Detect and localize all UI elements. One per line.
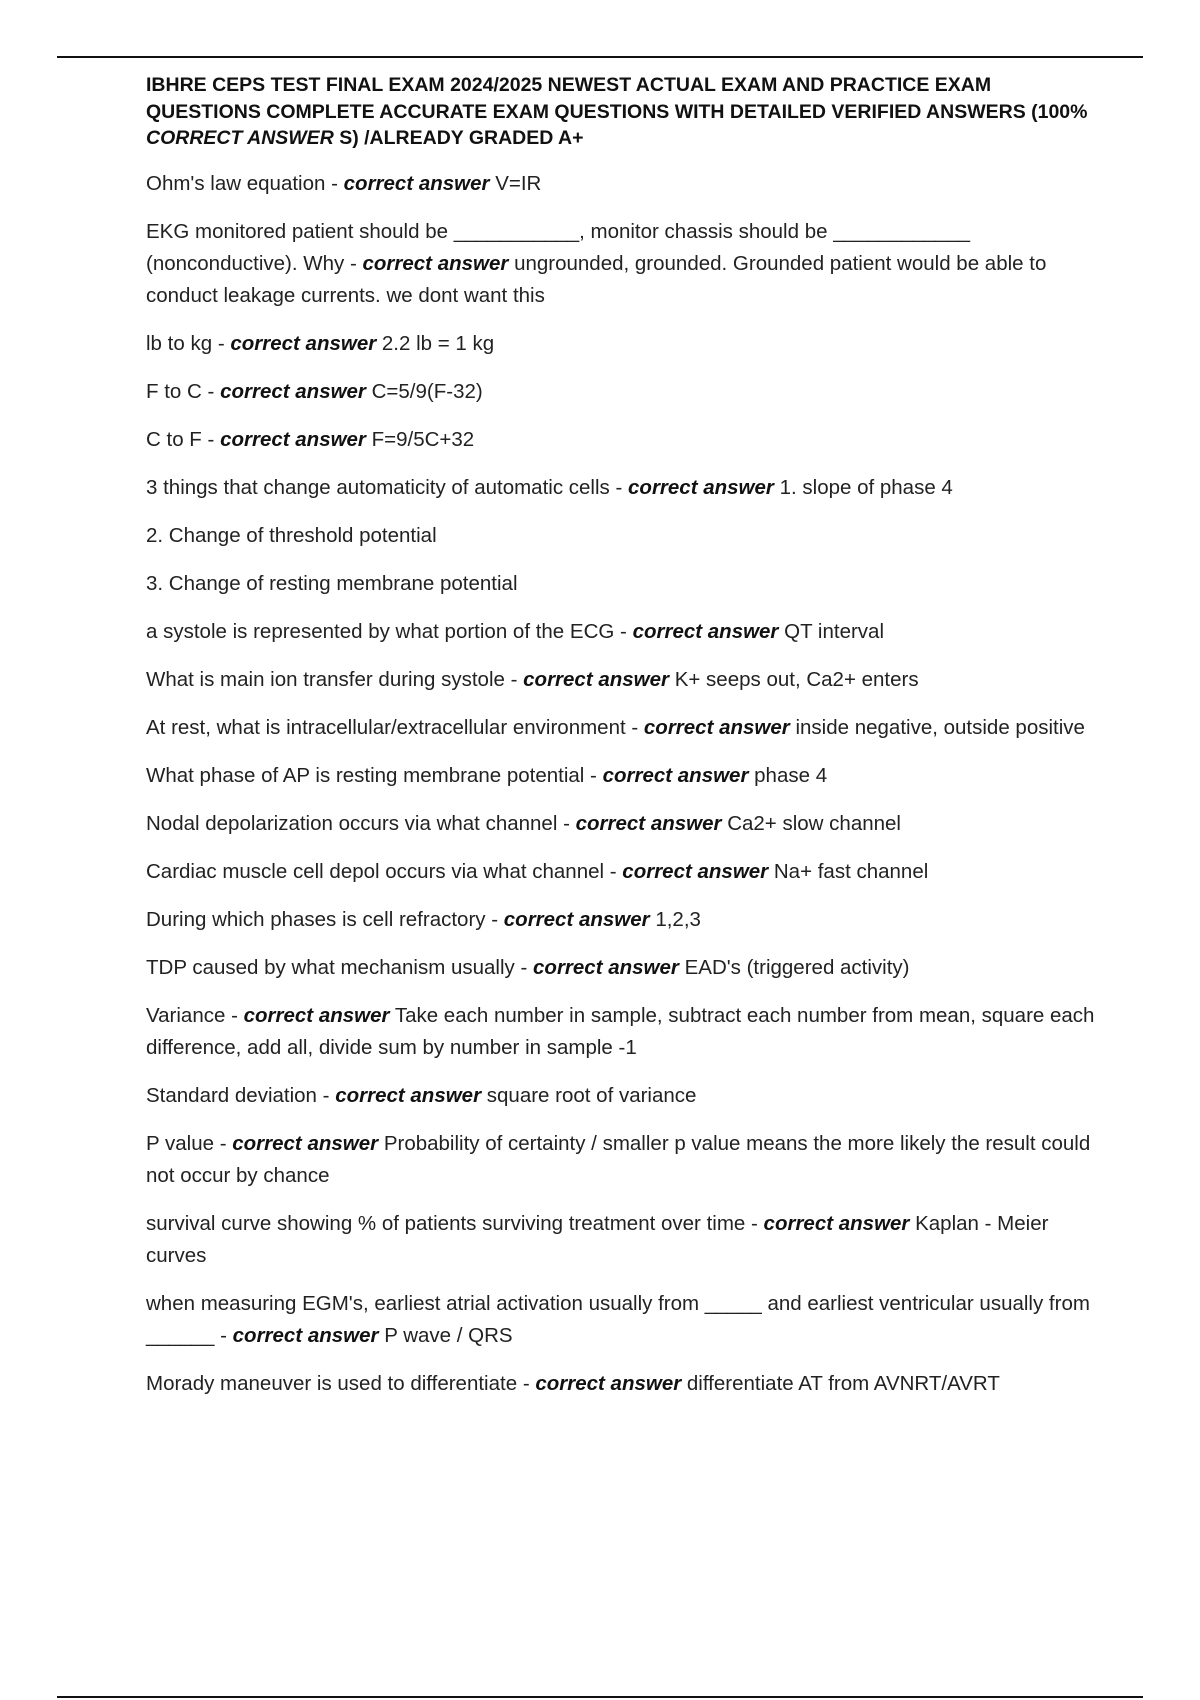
question-text: 2. Change of threshold potential [146, 523, 437, 547]
question-text: TDP caused by what mechanism usually [146, 955, 515, 979]
correct-answer-label: correct answer [232, 1323, 379, 1347]
separator: - [510, 667, 518, 691]
question-text: Nodal depolarization occurs via what channel [146, 811, 558, 835]
correct-answer-label: correct answer [628, 475, 774, 499]
correct-answer-label: correct answer [343, 171, 490, 195]
separator: - [520, 955, 528, 979]
separator: - [219, 1131, 227, 1155]
correct-answer-label: correct answer [523, 667, 669, 691]
separator: - [231, 1003, 238, 1027]
question-text: Ohm's law equation [146, 171, 326, 195]
answer-text: inside negative, outside positive [795, 715, 1085, 739]
qa-item [146, 216, 1096, 312]
answer-text: square root of variance [486, 1083, 697, 1107]
separator: - [322, 1083, 330, 1107]
bottom-rule [57, 1696, 1143, 1698]
qa-item [146, 1288, 1096, 1352]
qa-item [146, 1208, 1096, 1272]
answer-text: 1,2,3 [655, 907, 701, 931]
separator: - [620, 619, 627, 643]
question-text: At rest, what is intracellular/extracellular environment [146, 715, 626, 739]
separator: - [631, 715, 639, 739]
answer-text: Kaplan - Meier curves [146, 1211, 1049, 1267]
qa-item [146, 376, 1096, 408]
separator: - [217, 331, 225, 355]
answer-text: phase 4 [754, 763, 828, 787]
question-text: P value [146, 1131, 215, 1155]
qa-item [146, 568, 1096, 600]
correct-answer-label: correct answer [602, 763, 749, 787]
question-text: Morady maneuver is used to differentiate [146, 1371, 518, 1395]
separator: - [207, 427, 215, 451]
qa-item [146, 328, 1096, 360]
question-text: survival curve showing % of patients surviving treatment over time [146, 1211, 746, 1235]
question-text: Variance [146, 1003, 226, 1027]
separator: - [331, 171, 338, 195]
qa-item [146, 1000, 1096, 1064]
qa-item [146, 808, 1096, 840]
answer-text: differentiate AT from AVNRT/AVRT [686, 1371, 1000, 1395]
qa-item [146, 472, 1096, 504]
question-text: 3. Change of resting membrane potential [146, 571, 518, 595]
separator: - [491, 907, 499, 931]
answer-text: V=IR [495, 171, 542, 195]
qa-item [146, 424, 1096, 456]
qa-list [146, 168, 1096, 1400]
qa-item [146, 168, 1096, 200]
question-text: Standard deviation [146, 1083, 317, 1107]
qa-item [146, 712, 1096, 744]
separator: - [207, 379, 215, 403]
top-rule [57, 56, 1143, 58]
answer-text: K+ seeps out, Ca2+ enters [674, 667, 919, 691]
qa-item [146, 664, 1096, 696]
question-text: lb to kg [146, 331, 213, 355]
answer-text: F=9/5C+32 [371, 427, 475, 451]
separator: - [615, 475, 623, 499]
question-text: What phase of AP is resting membrane potential [146, 763, 585, 787]
qa-item [146, 760, 1096, 792]
qa-item [146, 520, 1096, 552]
answer-text: 1. slope of phase 4 [779, 475, 953, 499]
qa-item [146, 904, 1096, 936]
separator: - [609, 859, 617, 883]
correct-answer-label: correct answer [503, 907, 650, 931]
title-emphasis: CORRECT ANSWER [146, 127, 334, 149]
qa-item [146, 952, 1096, 984]
correct-answer-label: correct answer [622, 859, 769, 883]
separator: - [590, 763, 597, 787]
answer-text: Probability of certainty / smaller p value means the more likely the result could not occur by chance [146, 1131, 1091, 1187]
correct-answer-label: correct answer [535, 1371, 682, 1395]
question-text: a systole is represented by what portion of the ECG [146, 619, 615, 643]
separator: - [349, 251, 357, 275]
answer-text: C=5/9(F-32) [371, 379, 483, 403]
answer-text: Take each number in sample, subtract each number from mean, square each difference, add all, divide sum by number in sample -1 [146, 1003, 1095, 1059]
separator: - [220, 1323, 227, 1347]
qa-item [146, 1080, 1096, 1112]
question-text: During which phases is cell refractory [146, 907, 486, 931]
answer-text: ungrounded, grounded. Grounded patient would be able to conduct leakage currents. we dont want this [146, 251, 1047, 307]
question-text: EKG monitored patient should be ___________, monitor chassis should be ____________ (nonconductive). Why [146, 219, 971, 275]
qa-item [146, 1368, 1096, 1400]
answer-text: Ca2+ slow channel [727, 811, 901, 835]
answer-text: Na+ fast channel [773, 859, 929, 883]
question-text: What is main ion transfer during systole [146, 667, 505, 691]
correct-answer-label: correct answer [632, 619, 779, 643]
question-text: when measuring EGM's, earliest atrial activation usually from _____ and earliest ventricular usually from ______ [146, 1291, 1090, 1347]
correct-answer-label: correct answer [335, 1083, 482, 1107]
answer-text: P wave / QRS [384, 1323, 513, 1347]
correct-answer-label: correct answer [763, 1211, 910, 1235]
question-text: C to F [146, 427, 202, 451]
correct-answer-label: correct answer [232, 1131, 379, 1155]
document-body [146, 72, 1096, 1416]
qa-item [146, 616, 1096, 648]
answer-text: 2.2 lb = 1 kg [381, 331, 495, 355]
correct-answer-label: correct answer [362, 251, 509, 275]
question-text: Cardiac muscle cell depol occurs via what channel [146, 859, 605, 883]
question-text: 3 things that change automaticity of automatic cells [146, 475, 610, 499]
correct-answer-label: correct answer [533, 955, 679, 979]
correct-answer-label: correct answer [243, 1003, 390, 1027]
correct-answer-label: correct answer [230, 331, 377, 355]
qa-item [146, 856, 1096, 888]
answer-text: QT interval [784, 619, 885, 643]
correct-answer-label: correct answer [643, 715, 790, 739]
document-title: IBHRE CEPS TEST FINAL EXAM 2024/2025 NEWEST ACTUAL EXAM AND PRACTICE EXAM QUESTIONS COMPLETE ACCURATE EXAM QUESTIONS WITH DETAILED VERIFIED ANSWERS (100% CORRECT ANSWER S) /ALREADY GRADED A+ [146, 74, 1088, 149]
answer-text: EAD's (triggered activity) [684, 955, 910, 979]
separator: - [522, 1371, 530, 1395]
correct-answer-label: correct answer [220, 379, 366, 403]
qa-item [146, 1128, 1096, 1192]
correct-answer-label: correct answer [220, 427, 366, 451]
correct-answer-label: correct answer [575, 811, 722, 835]
separator: - [751, 1211, 758, 1235]
question-text: F to C [146, 379, 202, 403]
separator: - [563, 811, 570, 835]
